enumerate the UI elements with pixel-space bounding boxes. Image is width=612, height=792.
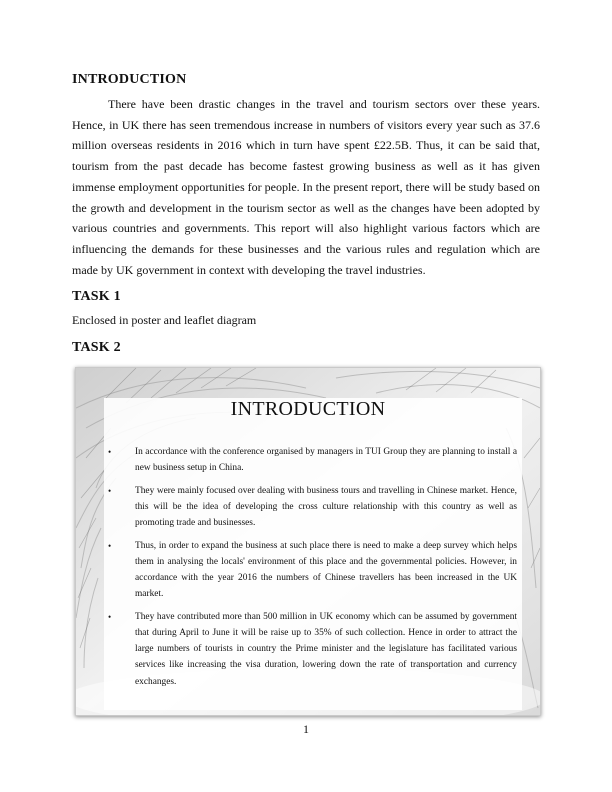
task2-heading: TASK 2 <box>72 340 121 355</box>
task1-text: Enclosed in poster and leaflet diagram <box>72 313 257 327</box>
bullet-icon: • <box>108 485 112 496</box>
page-number: 1 <box>303 722 309 736</box>
list-item: • In accordance with the conference organised by managers in TUI Group they are planning to install a new business setup in China. <box>135 444 517 476</box>
bullet-icon: • <box>108 540 112 551</box>
task1-heading: TASK 1 <box>72 289 121 304</box>
slide-bullet-list <box>108 444 517 696</box>
introduction-heading: INTRODUCTION <box>72 72 187 87</box>
slide-title: INTRODUCTION <box>230 398 386 420</box>
list-item: • They have contributed more than 500 million in UK economy which can be assumed by government that during April to June it will be raise up to 35% of such collection. Hence in order to attract the large numbers of tourists in country the Prime minister and the legislature has facilitated various services like increasing the visa duration, lowering down the rate of transportation and currency exchanges. <box>135 609 517 690</box>
list-item: • Thus, in order to expand the business at such place there is need to make a deep survey which helps them in analysing the locals' environment of this place and the governmental policies. However, in accordance with the year 2016 the numbers of Chinese travellers has been increased in the UK market. <box>135 538 517 603</box>
introduction-paragraph: There have been drastic changes in the travel and tourism sectors over these years. Hence, in UK there has seen tremendous increase in numbers of visitors every year such as 37.6 million overseas residents in 2016 which in turn have spent £22.5B. Thus, it can be said that, tourism from the past decade has become fastest growing business as well as it has given immense employment opportunities for people. In the present report, there will be study based on the growth and development in the tourism sector as well as the changes have been adopted by various countries and governments. This report will also highlight various factors which are influencing the demands for these businesses and the various rules and regulation which are made by UK government in context with developing the travel industries. <box>72 97 540 277</box>
bullet-icon: • <box>108 611 112 622</box>
slide-image <box>75 367 541 716</box>
bullet-icon: • <box>108 447 112 457</box>
list-item: • They were mainly focused over dealing with business tours and travelling in Chinese market. Hence, this will be the idea of developing the cross culture relationship with this country as well as promoting trade and businesses. <box>135 483 517 532</box>
